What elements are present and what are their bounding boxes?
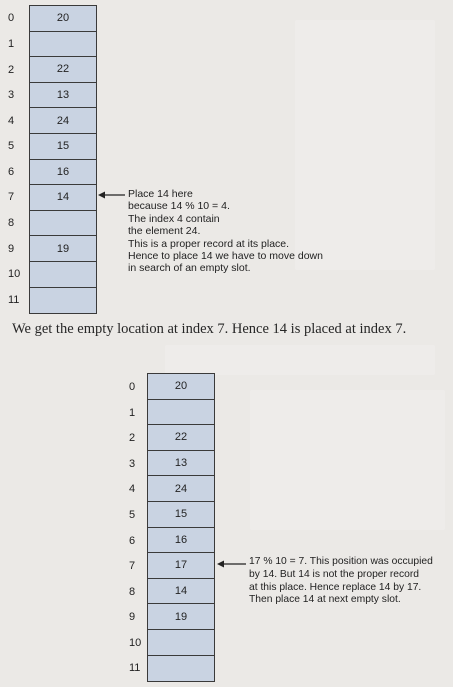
bottom-table-cell: 19 bbox=[148, 604, 214, 630]
top-index-label: 4 bbox=[8, 115, 15, 127]
top-annotation-line: Hence to place 14 we have to move down bbox=[128, 250, 323, 263]
bottom-index-label: 2 bbox=[129, 432, 136, 444]
top-table-cell bbox=[30, 262, 96, 288]
top-table-cell: 19 bbox=[30, 236, 96, 262]
top-table-cell: 15 bbox=[30, 134, 96, 160]
top-index-label: 5 bbox=[8, 140, 15, 152]
bottom-index-label: 4 bbox=[129, 483, 136, 495]
bottom-hash-table bbox=[147, 373, 215, 682]
top-index-label: 6 bbox=[8, 166, 15, 178]
bottom-table-cell: 17 bbox=[148, 553, 214, 579]
bottom-annotation-line: 17 % 10 = 7. This position was occupied bbox=[249, 556, 433, 567]
bottom-table-cell bbox=[148, 630, 214, 656]
bottom-index-label: 9 bbox=[129, 611, 136, 623]
left-arrow-icon bbox=[217, 559, 247, 569]
bottom-index-label: 3 bbox=[129, 458, 136, 470]
top-table-cell bbox=[30, 211, 96, 237]
bottom-table-cell: 13 bbox=[148, 451, 214, 477]
top-table-cell: 16 bbox=[30, 160, 96, 186]
top-table-cell: 20 bbox=[30, 6, 96, 32]
faded-background-block bbox=[250, 390, 445, 530]
top-index-label: 10 bbox=[8, 268, 21, 280]
bottom-table-cell: 14 bbox=[148, 579, 214, 605]
bottom-table-cell: 20 bbox=[148, 374, 214, 400]
bottom-index-label: 11 bbox=[129, 662, 141, 674]
top-index-label: 11 bbox=[8, 294, 20, 306]
top-annotation-line: Place 14 here bbox=[128, 188, 193, 200]
top-index-label: 0 bbox=[8, 12, 15, 24]
bottom-table-cell: 15 bbox=[148, 502, 214, 528]
faded-background-block bbox=[165, 345, 435, 375]
bottom-annotation-line: Then place 14 at next empty slot. bbox=[249, 594, 401, 606]
top-table-cell: 22 bbox=[30, 57, 96, 83]
bottom-annotation-line: at this place. Hence replace 14 by 17. bbox=[249, 581, 422, 593]
bottom-index-label: 8 bbox=[129, 586, 136, 598]
bottom-table-cell bbox=[148, 400, 214, 426]
top-annotation-line: The index 4 contain bbox=[128, 212, 220, 225]
caption-text: We get the empty location at index 7. Hence 14 is placed at index 7. bbox=[12, 321, 407, 337]
top-annotation-line: because 14 % 10 = 4. bbox=[128, 200, 230, 213]
bottom-index-label: 0 bbox=[129, 381, 136, 393]
top-table-cell: 14 bbox=[30, 185, 96, 211]
bottom-table-cell: 16 bbox=[148, 528, 214, 554]
bottom-table-cell: 22 bbox=[148, 425, 214, 451]
top-annotation bbox=[128, 188, 323, 275]
bottom-index-label: 7 bbox=[129, 560, 136, 572]
top-annotation-line: This is a proper record at its place. bbox=[128, 237, 290, 250]
bottom-annotation-line: by 14. But 14 is not the proper record bbox=[249, 568, 419, 580]
left-arrow-icon bbox=[98, 190, 126, 200]
top-table-cell bbox=[30, 32, 96, 58]
top-annotation-line: the element 24. bbox=[128, 225, 201, 238]
top-index-label: 2 bbox=[8, 64, 15, 76]
bottom-index-label: 10 bbox=[129, 637, 142, 649]
top-index-label: 3 bbox=[8, 89, 15, 101]
top-hash-table bbox=[29, 5, 97, 314]
top-index-label: 7 bbox=[8, 191, 15, 203]
bottom-table-cell bbox=[148, 656, 214, 682]
bottom-table-cell: 24 bbox=[148, 476, 214, 502]
bottom-index-label: 5 bbox=[129, 509, 136, 521]
top-index-label: 9 bbox=[8, 243, 15, 255]
bottom-annotation bbox=[249, 556, 433, 607]
top-annotation-line: in search of an empty slot. bbox=[128, 262, 251, 275]
top-table-cell: 24 bbox=[30, 108, 96, 134]
bottom-index-label: 6 bbox=[129, 535, 136, 547]
bottom-index-label: 1 bbox=[129, 407, 136, 419]
top-table-cell: 13 bbox=[30, 83, 96, 109]
top-index-label: 1 bbox=[8, 38, 15, 50]
top-index-label: 8 bbox=[8, 217, 15, 229]
top-table-cell bbox=[30, 288, 96, 314]
